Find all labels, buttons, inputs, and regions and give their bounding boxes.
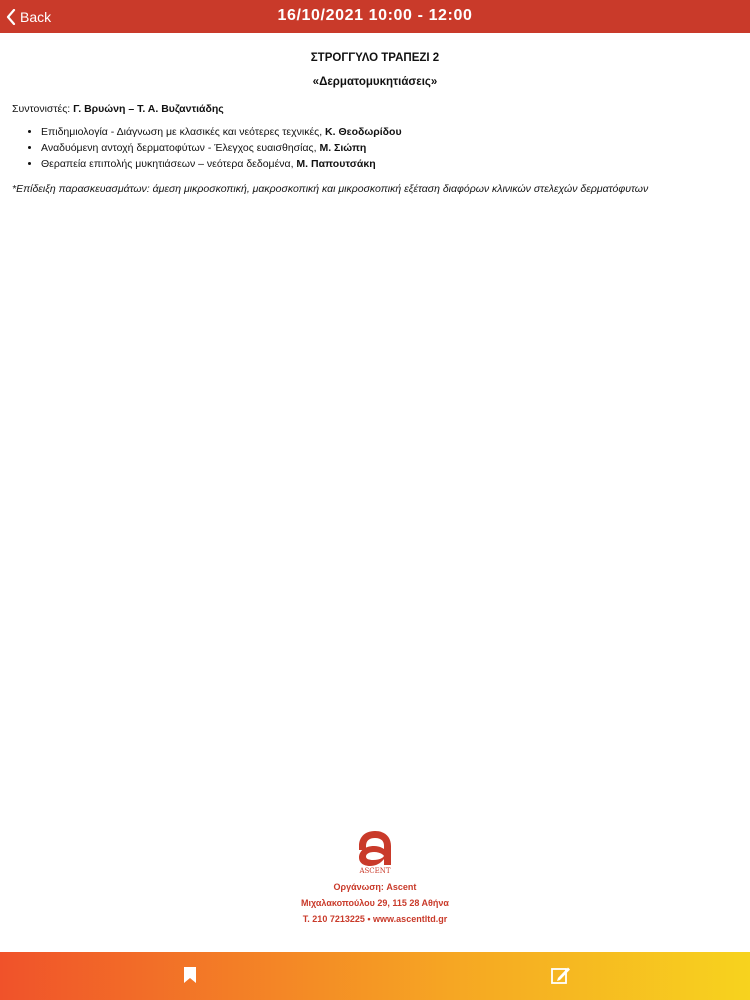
coordinators-names: Γ. Βρυώνη – Τ. Α. Βυζαντιάδης xyxy=(73,103,224,115)
organizer-address: Μιχαλακοπούλου 29, 115 28 Αθήνα xyxy=(301,898,449,908)
topic-item xyxy=(41,158,738,171)
chevron-left-icon xyxy=(6,9,16,25)
bookmark-icon[interactable] xyxy=(183,966,197,984)
organizer-label: Οργάνωση: Ascent xyxy=(333,882,417,892)
coordinators-label: Συντονιστές: xyxy=(12,103,74,115)
topic-text: Αναδυόμενη αντοχή δερματοφύτων - Έλεγχος ευαισθησίας, xyxy=(41,142,320,154)
session-details xyxy=(12,52,738,195)
topics-list xyxy=(12,126,738,171)
topic-item xyxy=(41,126,738,139)
svg-text:ASCENT: ASCENT xyxy=(359,867,391,874)
coordinators-line xyxy=(12,103,738,115)
page-title: 16/10/2021 10:00 - 12:00 xyxy=(277,7,473,24)
topic-text: Επιδημιολογία - Διάγνωση με κλασικές και νεότερες τεχνικές, xyxy=(41,126,326,138)
bottom-tab-bar xyxy=(0,952,750,1000)
topic-speaker: Κ. Θεοδωρίδου xyxy=(325,126,402,138)
topic-item xyxy=(41,142,738,155)
organizer-contact: Τ. 210 7213225 • www.ascentltd.gr xyxy=(302,914,448,924)
back-label: Back xyxy=(20,8,52,25)
session-subheading: «Δερματομυκητιάσεις» xyxy=(312,76,438,88)
session-heading: ΣΤΡΟΓΓΥΛΟ ΤΡΑΠΕΖΙ 2 xyxy=(310,52,440,64)
notes-edit-icon[interactable] xyxy=(551,966,571,984)
organizer-footer xyxy=(0,828,750,927)
back-button[interactable] xyxy=(6,0,51,33)
topic-speaker: Μ. Παπουτσάκη xyxy=(296,158,376,170)
topic-text: Θεραπεία επιπολής μυκητιάσεων – νεότερα δεδομένα, xyxy=(41,158,297,170)
ascent-logo xyxy=(355,828,395,874)
top-navigation-bar xyxy=(0,0,750,33)
topic-speaker: Μ. Σιώπη xyxy=(319,142,367,154)
demonstration-note: *Επίδειξη παρασκευασμάτων: άμεση μικροσκοπική, μακροσκοπική και μικροσκοπική εξέταση διαφόρων κλινικών στελεχών δερματόφυτων xyxy=(12,183,649,195)
